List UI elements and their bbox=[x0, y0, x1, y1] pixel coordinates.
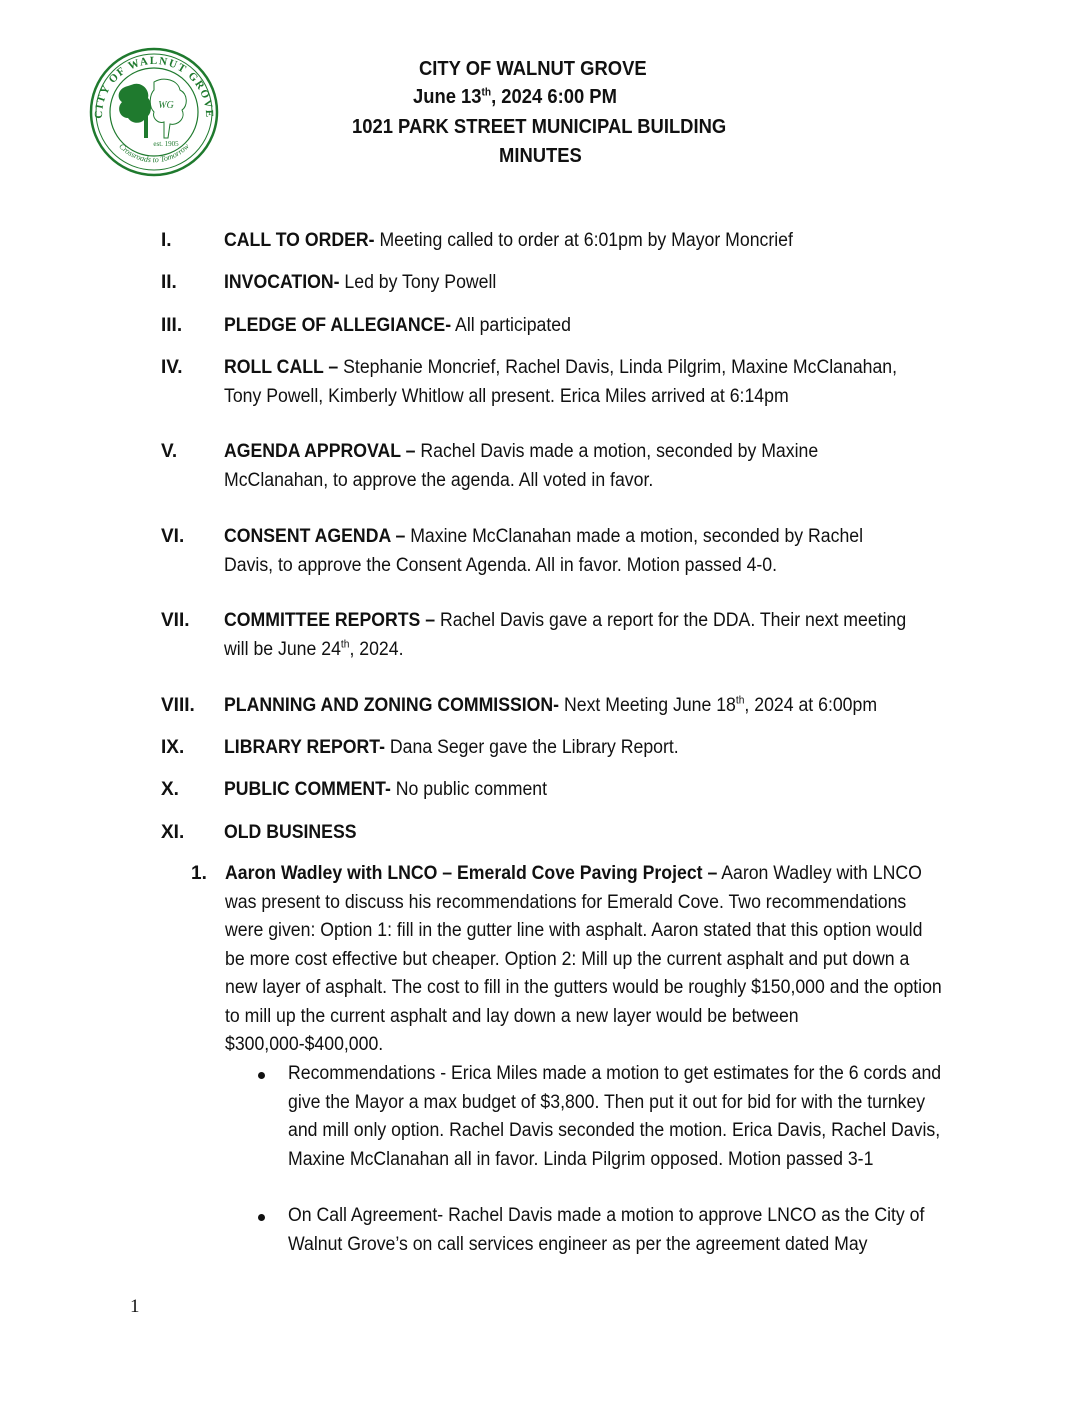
tree-icon bbox=[119, 84, 151, 138]
seal-established: est. 1905 bbox=[153, 140, 179, 148]
header-location: 1021 PARK STREET MUNICIPAL BUILDING bbox=[352, 116, 727, 138]
header-date: June 13th, 2024 6:00 PM bbox=[413, 86, 617, 108]
city-seal-logo bbox=[88, 46, 220, 178]
seal-ring-text: CITY OF WALNUT GROVE bbox=[92, 54, 216, 119]
bullet-icon bbox=[258, 1072, 265, 1079]
header-city: CITY OF WALNUT GROVE bbox=[419, 58, 647, 80]
seal-monogram: WG bbox=[158, 100, 174, 111]
document-page: CITY OF WALNUT GROVE Crossroads to Tomorrow WG est. 1905 CITY OF WALNUT GROVE June 13th, 2024 6:00 PM 1021 PARK STREET MUNICIPAL BUILDING MINUTES I. CALL TO ORDER- Meeting called to order at 6:01pm by Mayor Moncrief II. INVOCATION- Led by Tony Powell III. PLEDGE OF ALLEGIANCE- All participated IV. ROLL CALL – Stephanie Moncrief, Rachel Davis, Linda Pilgrim, Maxine McClanahan, Tony Powell, Kimberly Whitlow all present. Erica Miles arrived at 6:14pm V. AGENDA APPROVAL – Rachel Davis made a motion, seconded by Maxine McClanahan, to approve the agenda. All voted in favor. VI. CONSENT AGENDA – Maxine McClanahan made a motion, seconded by Rachel Davis, to approve the Consent Agenda. All in favor. Motion passed 4-0. VII. COMMITTEE REPORTS – Rachel Davis gave a report for the DDA. Their next meeting will be June 24th, 2024. VIII. PLANNING AND ZONING COMMISSION- Next Meeting June 18th, 2024 at 6:00pm IX. LIBRARY REPORT- Dana Seger gave the Library Report. X. PUBLIC COMMENT- No public comment XI. OLD BUSINESS 1. Aaron Wadley with LNCO – Emerald Cove Paving Project – Aaron Wadley with LNCO was present to discuss his recommendations for Emerald Cove. Two recommendations were given: Option 1: fill in the gutter line with asphalt. Aaron stated that this option would be more cost effective but cheaper. Option 2: Mill up the current asphalt and put down a new layer of asphalt. The cost to fill in the gutters would be roughly $150,000 and the option to mill up the current asphalt and lay down a new layer would be between $300,000-$400,000. Recommendations - Erica Miles made a motion to get estimates for the 6 cords and give the Mayor a max budget of $3,800. Then put it out for bid for with the turnkey and mill only option. Rachel Davis seconded the motion. Erica Davis, Rachel Davis, Maxine McClanahan all in favor. Linda Pilgrim opposed. Motion passed 3-1 On Call Agreement- Rachel Davis made a motion to approve LNCO as the City of Walnut Grove’s on call services engineer as per the agreement dated May 1 bbox=[0, 0, 1088, 1408]
header-doc-type: MINUTES bbox=[499, 145, 582, 167]
seal-motto: Crossroads to Tomorrow bbox=[117, 141, 191, 165]
bullet-icon bbox=[258, 1214, 265, 1221]
page-number: 1 bbox=[130, 1296, 140, 1317]
